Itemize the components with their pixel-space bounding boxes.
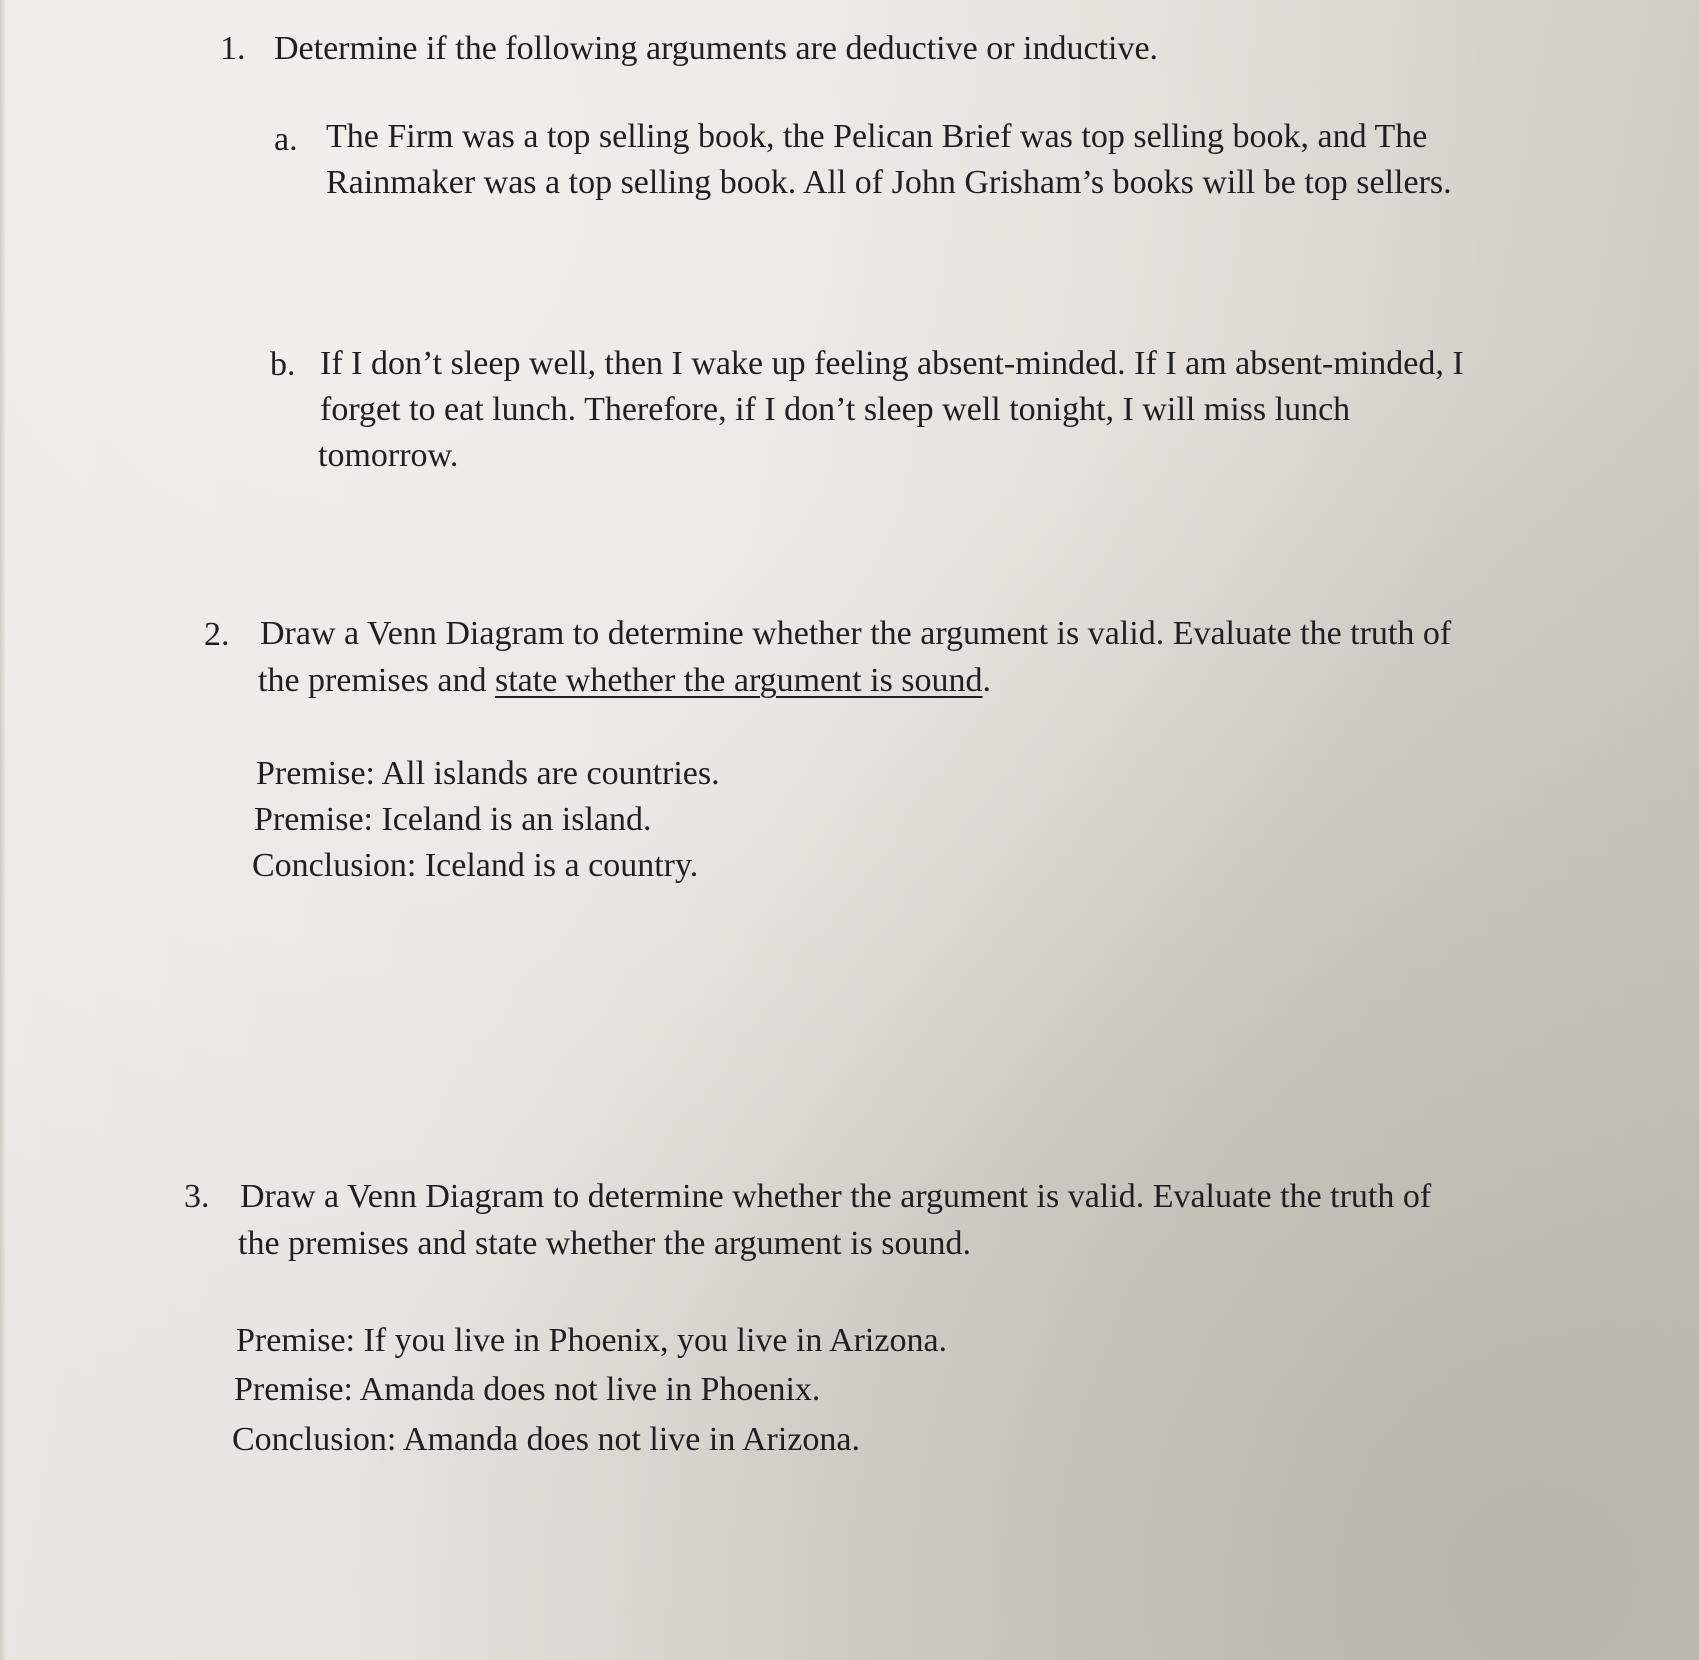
question-2-premise-1: Premise: All islands are countries. bbox=[256, 755, 720, 792]
question-2-line-2-end: . bbox=[982, 662, 992, 699]
item-1b-line-2: forget to eat lunch. Therefore, if I don’t sleep well tonight, I will miss lunch bbox=[320, 391, 1351, 428]
question-2-conclusion: Conclusion: Iceland is a country. bbox=[252, 847, 699, 884]
question-3-conclusion: Conclusion: Amanda does not live in Arizona. bbox=[232, 1421, 860, 1458]
item-1a-label: a. bbox=[274, 121, 298, 158]
item-1b-label: b. bbox=[270, 346, 296, 383]
item-1b-line-3: tomorrow. bbox=[318, 437, 459, 474]
question-2-line-2-start: the premises and bbox=[258, 662, 495, 699]
question-2-line-1: Draw a Venn Diagram to determine whether the argument is valid. Evaluate the truth of bbox=[260, 615, 1452, 652]
item-1a-line-1: The Firm was a top selling book, the Pelican Brief was top selling book, and The bbox=[326, 118, 1428, 155]
question-3-premise-2: Premise: Amanda does not live in Phoenix. bbox=[234, 1371, 821, 1408]
question-3-number: 3. bbox=[184, 1178, 210, 1215]
question-2-premise-2: Premise: Iceland is an island. bbox=[254, 801, 652, 838]
question-2-number: 2. bbox=[204, 616, 230, 653]
question-1-prompt: Determine if the following arguments are deductive or inductive. bbox=[274, 30, 1159, 67]
question-3-premise-1: Premise: If you live in Phoenix, you live in Arizona. bbox=[236, 1322, 948, 1359]
question-2-underlined-phrase: state whether the argument is sound bbox=[495, 662, 983, 699]
question-3-line-2: the premises and state whether the argument is sound. bbox=[238, 1225, 972, 1262]
item-1b-line-1: If I don’t sleep well, then I wake up feeling absent-minded. If I am absent-minded, I bbox=[320, 345, 1464, 382]
item-1a-line-2: Rainmaker was a top selling book. All of John Grisham’s books will be top sellers. bbox=[326, 164, 1452, 201]
question-3-line-1: Draw a Venn Diagram to determine whether the argument is valid. Evaluate the truth of bbox=[240, 1178, 1432, 1215]
question-2-line-2 bbox=[258, 658, 991, 704]
question-1-number: 1. bbox=[220, 30, 246, 67]
